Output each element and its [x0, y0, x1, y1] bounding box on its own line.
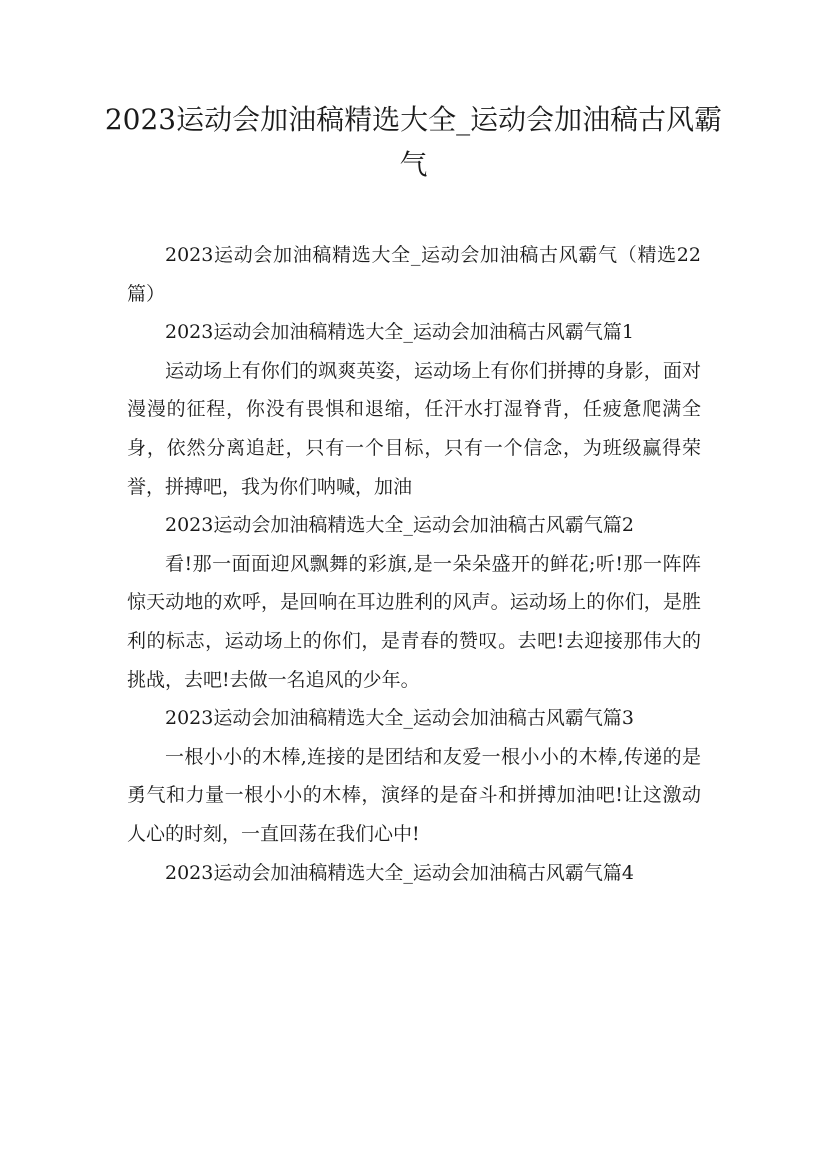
section-heading-1: 2023运动会加油稿精选大全_运动会加油稿古风霸气篇1 — [165, 321, 634, 344]
section-heading-2: 2023运动会加油稿精选大全_运动会加油稿古风霸气篇2 — [165, 514, 634, 537]
section-text-3: 一根小小的木棒,连接的是团结和友爱一根小小的木棒,传递的是勇气和力量一根小小的木棒，演绎的是奋斗和拼搏加油吧!让这激动人心的时刻，一直回荡在我们心中! — [127, 745, 701, 845]
intro-paragraph: 2023运动会加油稿精选大全_运动会加油稿古风霸气（精选22篇） — [127, 244, 701, 305]
document-title: 2023运动会加油稿精选大全_运动会加油稿古风霸气 — [104, 103, 723, 181]
section-text-2: 看!那一面面迎风飘舞的彩旗,是一朵朵盛开的鲜花;听!那一阵阵惊天动地的欢呼，是回响在耳边胜利的风声。运动场上的你们，是胜利的标志，运动场上的你们，是青春的赞叹。去吧!去迎接那伟大的挑战，去吧!去做一名追风的少年。 — [127, 552, 701, 691]
section-heading-4: 2023运动会加油稿精选大全_运动会加油稿古风霸气篇4 — [165, 861, 634, 884]
section-text-1: 运动场上有你们的飒爽英姿，运动场上有你们拼搏的身影，面对漫漫的征程，你没有畏惧和退缩，任汗水打湿脊背，任疲惫爬满全身，依然分离追赶，只有一个目标，只有一个信念，为班级赢得荣誉，拼搏吧，我为你们呐喊，加油 — [127, 359, 701, 498]
section-heading-3: 2023运动会加油稿精选大全_运动会加油稿古风霸气篇3 — [165, 707, 634, 730]
document-body — [127, 236, 701, 892]
